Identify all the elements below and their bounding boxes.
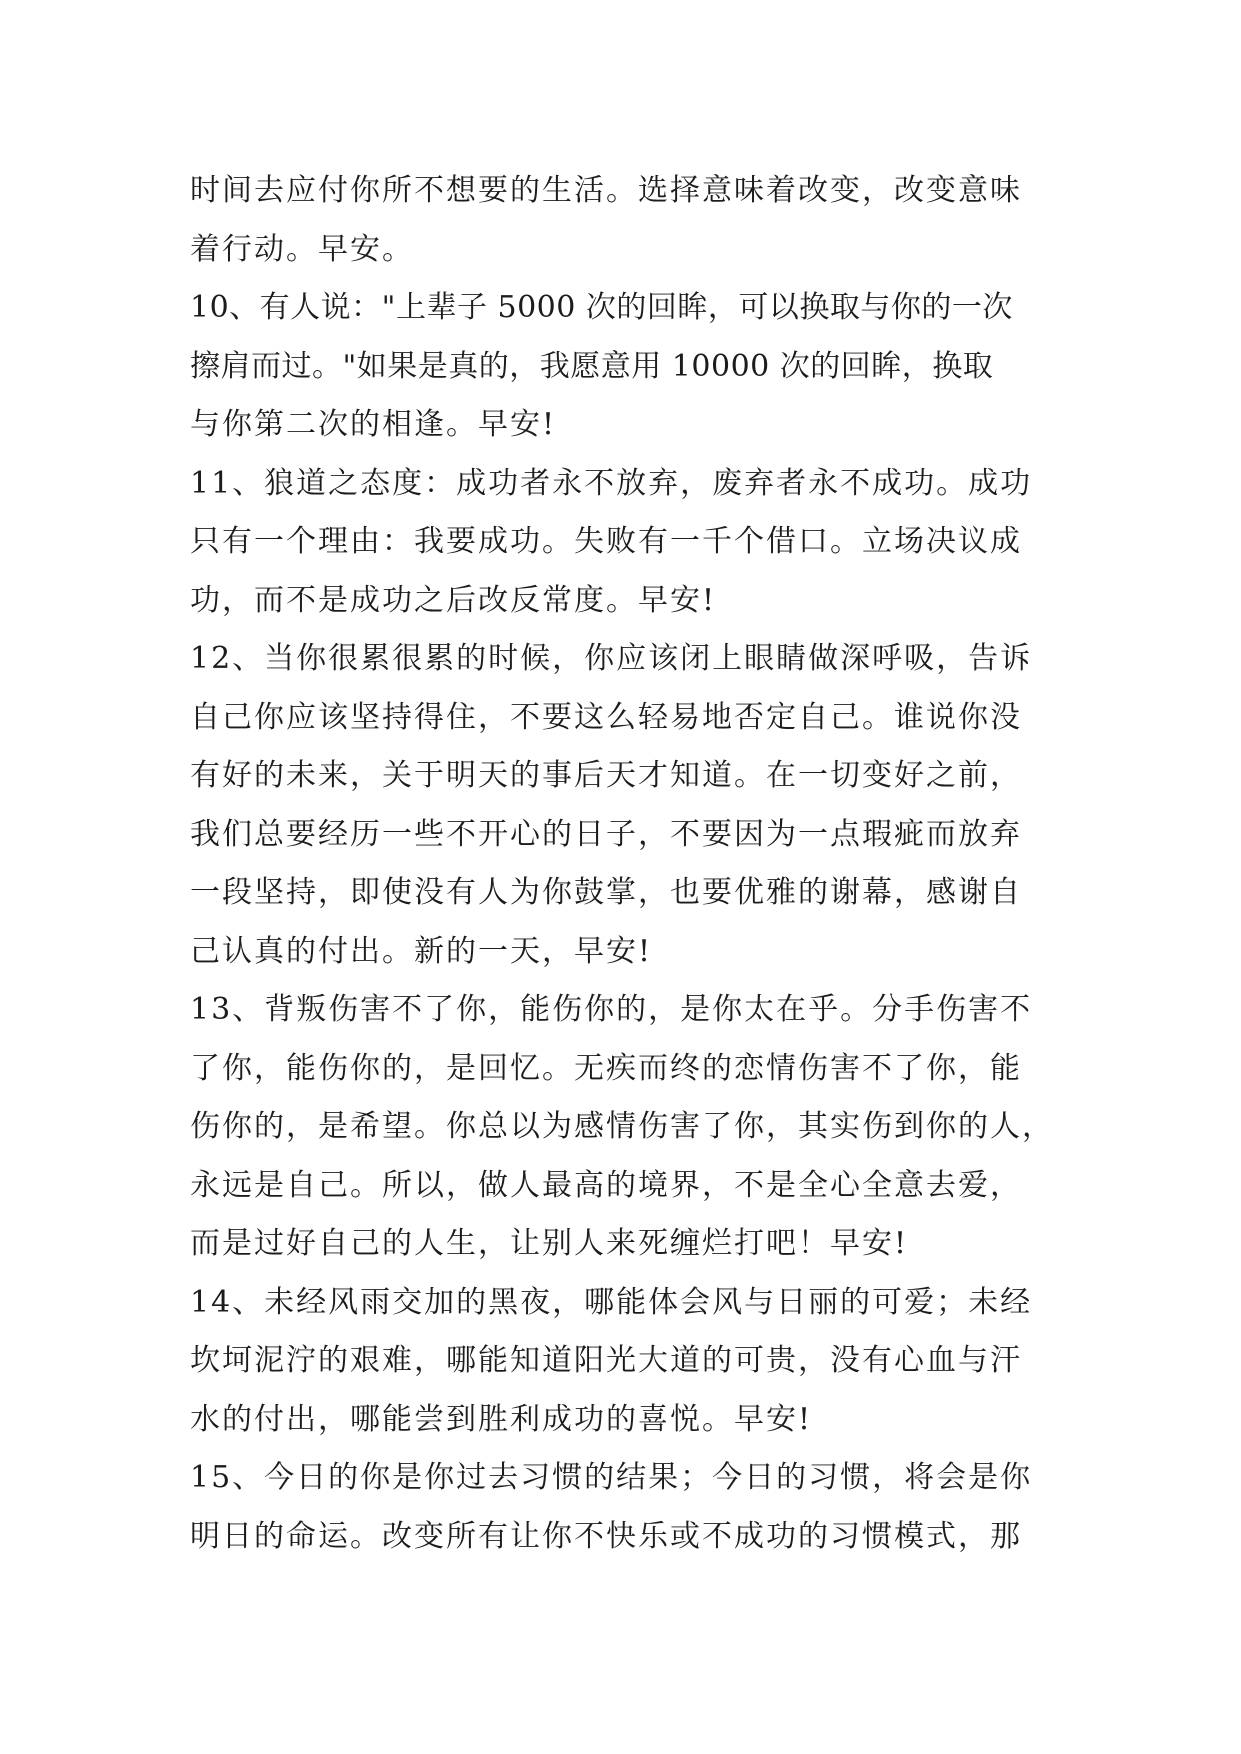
text-line: 14、未经风雨交加的黑夜，哪能体会风与日丽的可爱；未经 <box>190 1284 1033 1320</box>
text-line: 擦肩而过。"如果是真的，我愿意用 10000 次的回眸，换取 <box>190 348 994 384</box>
text-line: 一段坚持，即使没有人为你鼓掌，也要优雅的谢幕，感谢自 <box>190 875 1022 910</box>
text-line: 12、当你很累很累的时候，你应该闭上眼睛做深呼吸，告诉 <box>190 641 1033 676</box>
text-line: 自己你应该坚持得住，不要这么轻易地否定自己。谁说你没 <box>190 699 1022 735</box>
text-line: 伤你的，是希望。你总以为感情伤害了你，其实伤到你的人， <box>190 1109 1054 1144</box>
text-line: 时间去应付你所不想要的生活。选择意味着改变，改变意味 <box>190 173 1022 208</box>
text-line: 15、今日的你是你过去习惯的结果；今日的习惯，将会是你 <box>190 1460 1033 1495</box>
document-body <box>190 162 1060 1566</box>
text-line: 着行动。早安。 <box>190 231 414 267</box>
text-line: 明日的命运。改变所有让你不快乐或不成功的习惯模式，那 <box>190 1518 1022 1554</box>
text-line: 有好的未来，关于明天的事后天才知道。在一切变好之前， <box>190 758 1022 793</box>
text-line: 13、背叛伤害不了你，能伤你的，是你太在乎。分手伤害不 <box>190 992 1033 1027</box>
text-line: 而是过好自己的人生，让别人来死缠烂打吧！早安! <box>190 1226 909 1261</box>
text-line: 坎坷泥泞的艰难，哪能知道阳光大道的可贵，没有心血与汗 <box>190 1343 1022 1378</box>
text-line: 与你第二次的相逢。早安! <box>190 407 557 442</box>
text-line: 了你，能伤你的，是回忆。无疾而终的恋情伤害不了你，能 <box>190 1050 1022 1086</box>
text-line: 水的付出，哪能尝到胜利成功的喜悦。早安! <box>190 1401 813 1437</box>
text-line: 己认真的付出。新的一天，早安! <box>190 933 653 969</box>
text-line: 10、有人说："上辈子 5000 次的回眸，可以换取与你的一次 <box>190 290 1013 325</box>
text-line: 11、狼道之态度：成功者永不放弃，废弃者永不成功。成功 <box>190 465 1033 501</box>
text-line: 只有一个理由：我要成功。失败有一千个借口。立场决议成 <box>190 524 1022 559</box>
text-line: 永远是自己。所以，做人最高的境界，不是全心全意去爱， <box>190 1167 1022 1203</box>
text-line: 我们总要经历一些不开心的日子，不要因为一点瑕疵而放弃 <box>190 816 1022 852</box>
text-line: 功，而不是成功之后改反常度。早安! <box>190 582 717 618</box>
